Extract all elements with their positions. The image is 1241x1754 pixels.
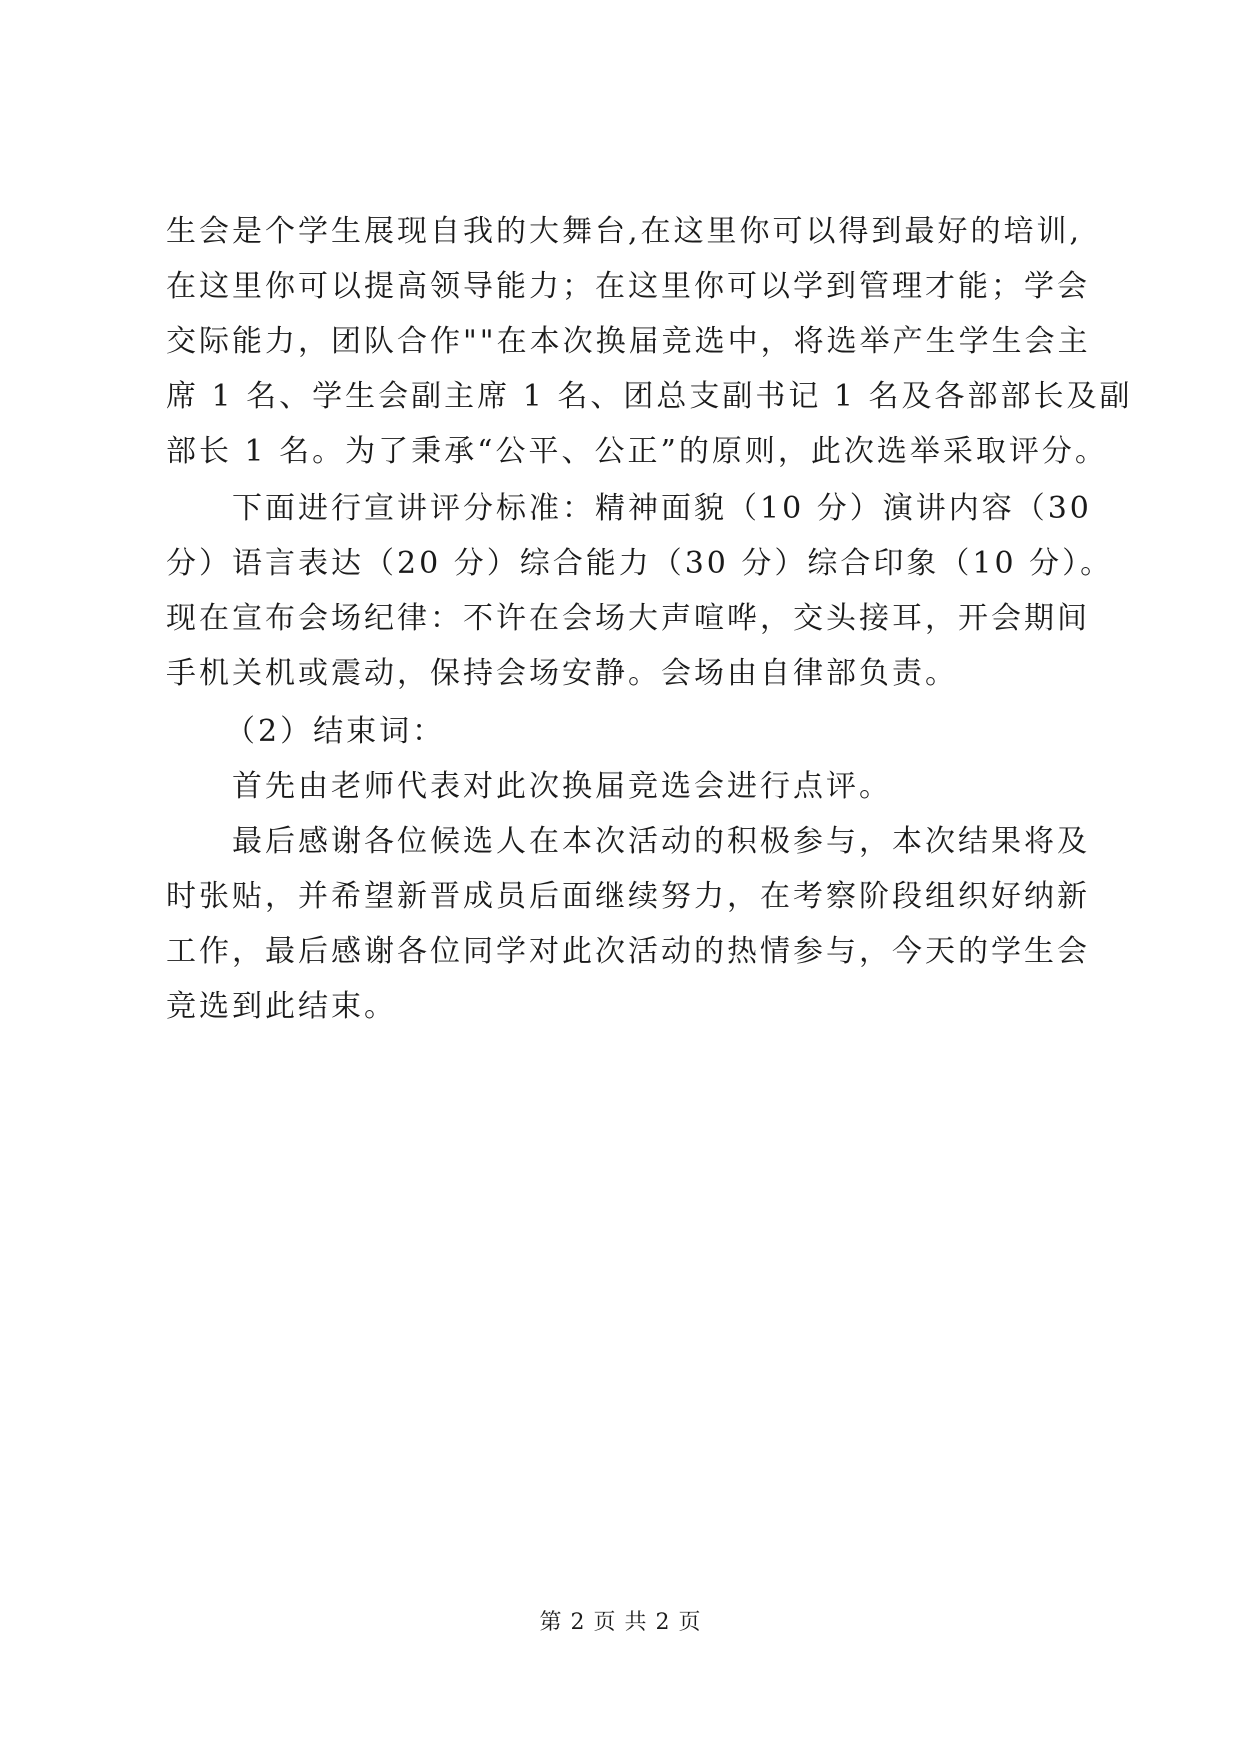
body-text-line: 席 1 名、学生会副主席 1 名、团总支副书记 1 名及各部部长及副 [166, 379, 1133, 414]
body-text-line: 在这里你可以提高领导能力；在这里你可以学到管理才能；学会 [166, 269, 1090, 304]
page-number-footer: 第 2 页 共 2 页 [539, 1610, 702, 1635]
body-text-line: 现在宣布会场纪律：不许在会场大声喧哗，交头接耳，开会期间 [166, 601, 1090, 636]
body-text-line: 最后感谢各位候选人在本次活动的积极参与，本次结果将及 [232, 824, 1090, 859]
body-text-line: 竞选到此结束。 [166, 989, 397, 1024]
body-text-line: 首先由老师代表对此次换届竞选会进行点评。 [232, 769, 892, 804]
section-heading: （2）结束词： [225, 714, 446, 749]
body-text-line: 手机关机或震动，保持会场安静。会场由自律部负责。 [166, 656, 958, 691]
body-text-line: 时张贴，并希望新晋成员后面继续努力，在考察阶段组织好纳新 [166, 879, 1090, 914]
body-text-line: 工作，最后感谢各位同学对此次活动的热情参与，今天的学生会 [166, 934, 1090, 969]
body-text-line: 分）语言表达（20 分）综合能力（30 分）综合印象（10 分）。 [166, 546, 1114, 581]
body-text-line: 下面进行宣讲评分标准：精神面貌（10 分）演讲内容（30 [232, 491, 1092, 526]
body-text-line: 部长 1 名。为了秉承“公平、公正”的原则，此次选举采取评分。 [166, 434, 1108, 469]
body-text-line: 交际能力，团队合作""在本次换届竞选中，将选举产生学生会主 [166, 324, 1091, 359]
body-text-line: 生会是个学生展现自我的大舞台,在这里你可以得到最好的培训, [166, 214, 1083, 249]
